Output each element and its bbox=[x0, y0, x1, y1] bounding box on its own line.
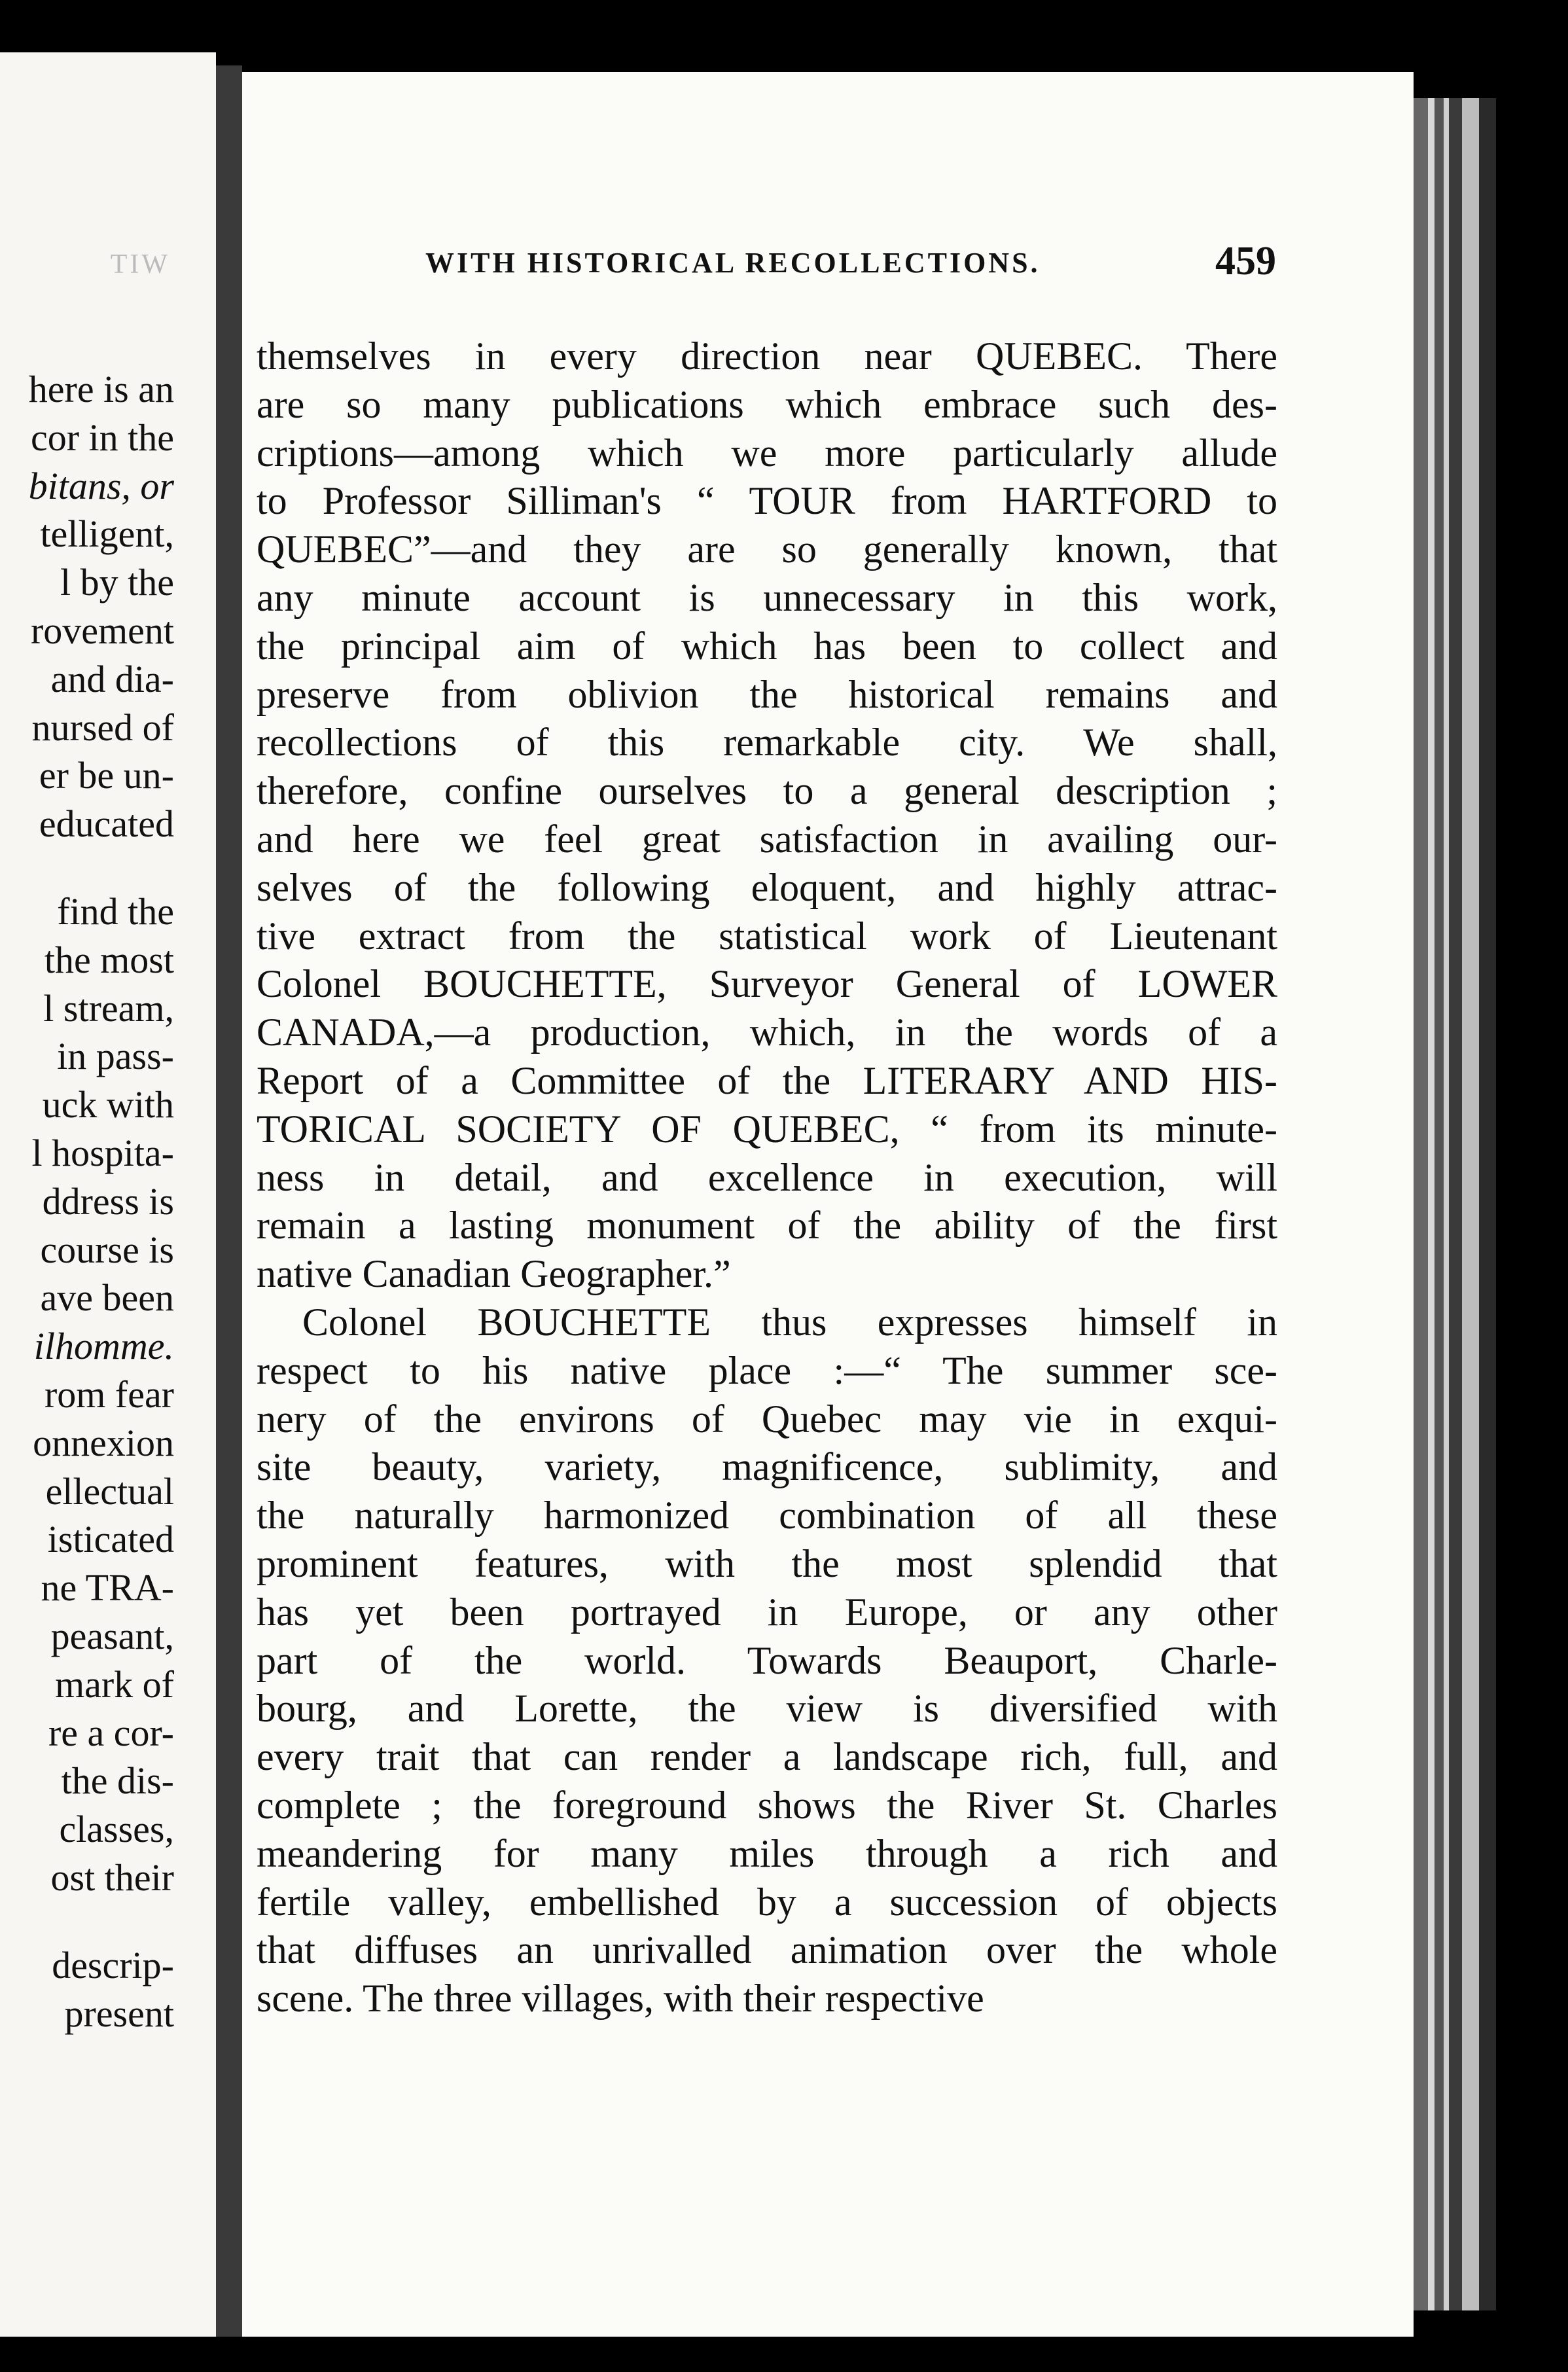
text-line: Report of a Committee of the LITERARY AND HIS- bbox=[257, 1058, 1277, 1102]
text-line: to Professor Silliman's “ TOUR from HARTFORD to bbox=[257, 479, 1277, 523]
left-page-line: descrip- bbox=[52, 1943, 174, 1986]
text-line: complete ; the foreground shows the River St. Charles bbox=[257, 1783, 1277, 1827]
text-line: that diffuses an unrivalled animation over the whole bbox=[257, 1928, 1277, 1972]
text-line: the principal aim of which has been to collect and bbox=[257, 624, 1277, 668]
left-page-line: telligent, bbox=[40, 512, 174, 556]
left-page-line: find the bbox=[57, 890, 174, 933]
text-line: criptions—among which we more particularly allude bbox=[257, 431, 1277, 475]
body-text bbox=[257, 332, 1277, 2023]
left-page-line: mark of bbox=[55, 1662, 174, 1706]
left-page-line: ne TRA- bbox=[41, 1566, 174, 1609]
text-line: respect to his native place :—“ The summer sce- bbox=[257, 1348, 1277, 1392]
left-page-line: the most bbox=[44, 938, 174, 981]
text-line: themselves in every direction near QUEBEC. There bbox=[257, 334, 1277, 378]
left-page-line: course is bbox=[40, 1228, 174, 1271]
text-line: Colonel BOUCHETTE thus expresses himself in bbox=[302, 1300, 1277, 1344]
text-line: any minute account is unnecessary in this work, bbox=[257, 575, 1277, 619]
left-facing-page bbox=[0, 52, 216, 2337]
left-page-line: re a cor- bbox=[48, 1711, 174, 1754]
text-line: are so many publications which embrace such des- bbox=[257, 382, 1277, 426]
text-line: therefore, confine ourselves to a general description ; bbox=[257, 769, 1277, 813]
text-line: Colonel BOUCHETTE, Surveyor General of LOWER bbox=[257, 962, 1277, 1006]
page-edge bbox=[1479, 98, 1496, 2310]
page-edge bbox=[1414, 98, 1428, 2310]
left-page-line: ilhomme. bbox=[33, 1325, 174, 1368]
text-line: ness in detail, and excellence in execution, will bbox=[257, 1155, 1277, 1199]
left-running-head: TIW bbox=[110, 249, 170, 279]
text-line: bourg, and Lorette, the view is diversified with bbox=[257, 1687, 1277, 1731]
left-page-line: present bbox=[64, 1992, 174, 2035]
text-line: tive extract from the statistical work of Lieutenant bbox=[257, 914, 1277, 958]
text-line: nery of the environs of Quebec may vie in exqui- bbox=[257, 1397, 1277, 1441]
left-page-line: here is an bbox=[28, 368, 174, 410]
text-line: remain a lasting monument of the ability of the first bbox=[257, 1204, 1277, 1248]
left-page-line: bitans, or bbox=[28, 464, 174, 507]
left-page-line: rovement bbox=[30, 609, 174, 652]
text-line: prominent features, with the most splendid that bbox=[257, 1541, 1277, 1585]
page-header bbox=[425, 239, 1276, 298]
left-page-line: isticated bbox=[47, 1518, 174, 1561]
text-line: TORICAL SOCIETY OF QUEBEC, “ from its minute- bbox=[257, 1107, 1277, 1151]
left-page-line: ddress is bbox=[42, 1179, 174, 1223]
text-line: the naturally harmonized combination of all these bbox=[257, 1494, 1277, 1537]
left-page-line: l stream, bbox=[43, 986, 174, 1030]
text-line: recollections of this remarkable city. We shall, bbox=[257, 721, 1277, 764]
left-page-line bbox=[0, 848, 174, 888]
page-edge bbox=[1462, 98, 1479, 2310]
running-head: WITH HISTORICAL RECOLLECTIONS. bbox=[425, 247, 1041, 279]
page-edge bbox=[1434, 98, 1444, 2310]
left-page-line: ost their bbox=[50, 1856, 174, 1899]
left-page-line: ave been bbox=[40, 1276, 174, 1320]
text-line: site beauty, variety, magnificence, sublimity, and bbox=[257, 1445, 1277, 1489]
text-line: selves of the following eloquent, and highly attrac- bbox=[257, 865, 1277, 909]
left-page-line: educated bbox=[39, 802, 174, 846]
text-line: scene. The three villages, with their respective bbox=[257, 1977, 984, 2021]
left-page-line: l by the bbox=[60, 561, 174, 604]
left-page-line: and dia- bbox=[50, 657, 174, 700]
left-page-line: in pass- bbox=[57, 1035, 174, 1078]
text-line: fertile valley, embellished by a succession of objects bbox=[257, 1880, 1277, 1924]
left-page-line: peasant, bbox=[50, 1614, 174, 1657]
left-page-line: l hospita- bbox=[31, 1131, 174, 1174]
text-line: native Canadian Geographer.” bbox=[257, 1252, 731, 1296]
page-edge bbox=[1428, 98, 1434, 2310]
text-line: and here we feel great satisfaction in availing our- bbox=[257, 817, 1277, 861]
left-page-line: ellectual bbox=[45, 1469, 174, 1513]
left-page-line: nursed of bbox=[31, 706, 174, 749]
text-line: part of the world. Towards Beauport, Charle- bbox=[257, 1638, 1277, 1682]
left-page-line: cor in the bbox=[30, 416, 174, 459]
left-page-line: er be un- bbox=[39, 754, 174, 797]
page-edge bbox=[1444, 98, 1449, 2310]
page-number: 459 bbox=[1215, 239, 1276, 283]
left-page-line: rom fear bbox=[44, 1373, 174, 1416]
page-edge bbox=[1449, 98, 1462, 2310]
left-page-line: the dis- bbox=[61, 1759, 174, 1803]
left-page-text bbox=[0, 365, 174, 2038]
left-page-line: onnexion bbox=[33, 1421, 174, 1464]
book-binding bbox=[216, 65, 242, 2337]
text-line: meandering for many miles through a rich and bbox=[257, 1831, 1277, 1875]
text-line: every trait that can render a landscape rich, full, and bbox=[257, 1735, 1277, 1779]
left-page-line: classes, bbox=[59, 1808, 174, 1851]
text-line: has yet been portrayed in Europe, or any other bbox=[257, 1590, 1277, 1634]
left-page-line bbox=[0, 1902, 174, 1941]
left-page-line: uck with bbox=[42, 1083, 174, 1126]
text-line: preserve from oblivion the historical remains and bbox=[257, 672, 1277, 716]
text-line: QUEBEC”—and they are so generally known, that bbox=[257, 528, 1277, 571]
text-line: CANADA,—a production, which, in the words of a bbox=[257, 1011, 1277, 1054]
